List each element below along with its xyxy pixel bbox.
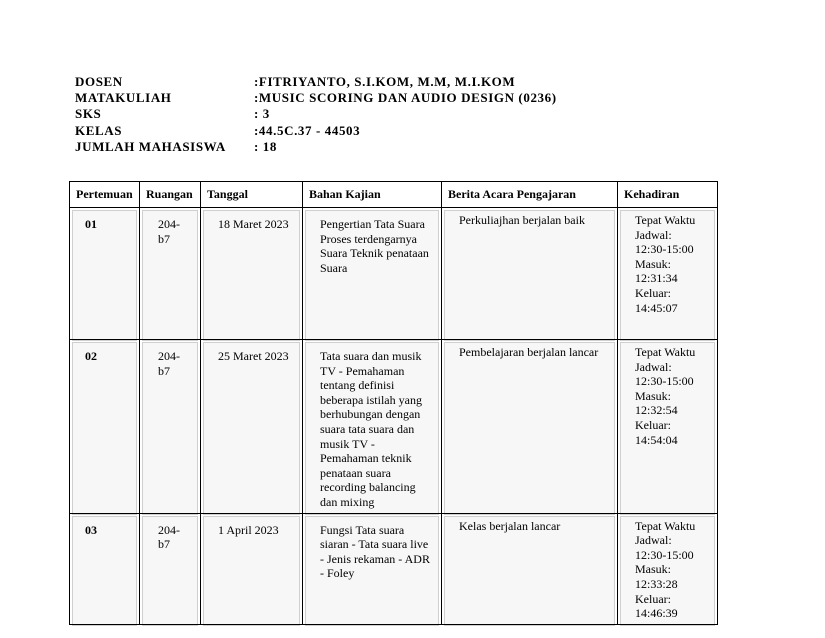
kehadiran-line: Keluar: xyxy=(635,285,671,300)
cell-ruangan: 204- b7 xyxy=(142,516,198,626)
cell-kehadiran xyxy=(620,516,715,626)
kehadiran-line: Masuk: xyxy=(635,256,671,271)
kehadiran-line: 14:54:04 xyxy=(635,432,678,447)
cell-bahan-kajian: Fungsi Tata suara siaran - Tata suara live - Jenis rekaman - ADR - Foley xyxy=(305,516,439,626)
kehadiran-line: Masuk: xyxy=(635,562,671,577)
header-value: :MUSIC SCORING DAN AUDIO DESIGN (0236) xyxy=(254,90,557,106)
cell-kehadiran xyxy=(620,342,715,515)
cell-kehadiran xyxy=(620,210,715,341)
cell-berita-acara: Pembelajaran berjalan lancar xyxy=(444,342,615,515)
kehadiran-line: 12:31:34 xyxy=(635,271,678,286)
cell-pertemuan: 03 xyxy=(72,516,137,626)
column-header-pertemuan: Pertemuan xyxy=(70,182,140,208)
kehadiran-line: Tepat Waktu xyxy=(635,345,696,359)
kehadiran-line: 14:46:39 xyxy=(635,606,678,621)
column-header-kehadiran: Kehadiran xyxy=(618,182,718,208)
header-value: : 18 xyxy=(254,138,277,154)
cell-berita-acara: Kelas berjalan lancar xyxy=(444,516,615,626)
kehadiran-line: Keluar: xyxy=(635,591,671,606)
cell-pertemuan: 02 xyxy=(72,342,137,515)
kehadiran-line: 12:30-15:00 xyxy=(635,374,694,389)
column-header-berita-acara: Berita Acara Pengajaran xyxy=(442,182,618,208)
cell-tanggal: 25 Maret 2023 xyxy=(203,342,300,515)
table-row xyxy=(70,340,718,514)
header-label: DOSEN xyxy=(75,74,123,89)
cell-bahan-kajian: Tata suara dan musik TV - Pemahaman tentang definisi beberapa istilah yang berhubungan dengan suara tata suara dan musik TV - Pemahaman teknik penataan suara recording balancing dan mixing xyxy=(305,342,439,515)
column-header-ruangan: Ruangan xyxy=(140,182,201,208)
attendance-table xyxy=(69,181,718,625)
cell-bahan-kajian: Pengertian Tata Suara Proses terdengarnya Suara Teknik penataan Suara xyxy=(305,210,439,341)
header-label: MATAKULIAH xyxy=(75,90,172,106)
column-header-bahan-kajian: Bahan Kajian xyxy=(303,182,442,208)
cell-tanggal: 1 April 2023 xyxy=(203,516,300,626)
kehadiran-line: 12:30-15:00 xyxy=(635,242,694,257)
header-label: KELAS xyxy=(75,122,123,138)
kehadiran-line: 12:33:28 xyxy=(635,576,678,591)
kehadiran-line: Masuk: xyxy=(635,388,671,403)
header-value: :44.5C.37 - 44503 xyxy=(254,122,361,138)
kehadiran-line: Jadwal: xyxy=(635,227,672,242)
cell-ruangan: 204- b7 xyxy=(142,210,198,341)
kehadiran-line: Jadwal: xyxy=(635,359,672,374)
kehadiran-line: 14:45:07 xyxy=(635,300,678,315)
kehadiran-line: Keluar: xyxy=(635,417,671,432)
kehadiran-line: 12:30-15:00 xyxy=(635,547,694,562)
table-header-row xyxy=(70,182,718,208)
kehadiran-line: Tepat Waktu xyxy=(635,518,696,533)
header-value: : 3 xyxy=(254,106,270,122)
header-label: JUMLAH MAHASISWA xyxy=(75,138,226,154)
table-row xyxy=(70,513,718,624)
column-header-tanggal: Tanggal xyxy=(201,182,303,208)
table-row xyxy=(70,208,718,340)
cell-ruangan: 204- b7 xyxy=(142,342,198,515)
header-value: :FITRIYANTO, S.I.KOM, M.M, M.I.KOM xyxy=(254,74,516,89)
kehadiran-line: Jadwal: xyxy=(635,533,672,548)
kehadiran-line: 12:32:54 xyxy=(635,403,678,418)
header-label: SKS xyxy=(75,106,102,122)
cell-tanggal: 18 Maret 2023 xyxy=(203,210,300,341)
cell-pertemuan: 01 xyxy=(72,210,137,341)
kehadiran-line: Tepat Waktu xyxy=(635,213,696,227)
cell-berita-acara: Perkuliajhan berjalan baik xyxy=(444,210,615,341)
